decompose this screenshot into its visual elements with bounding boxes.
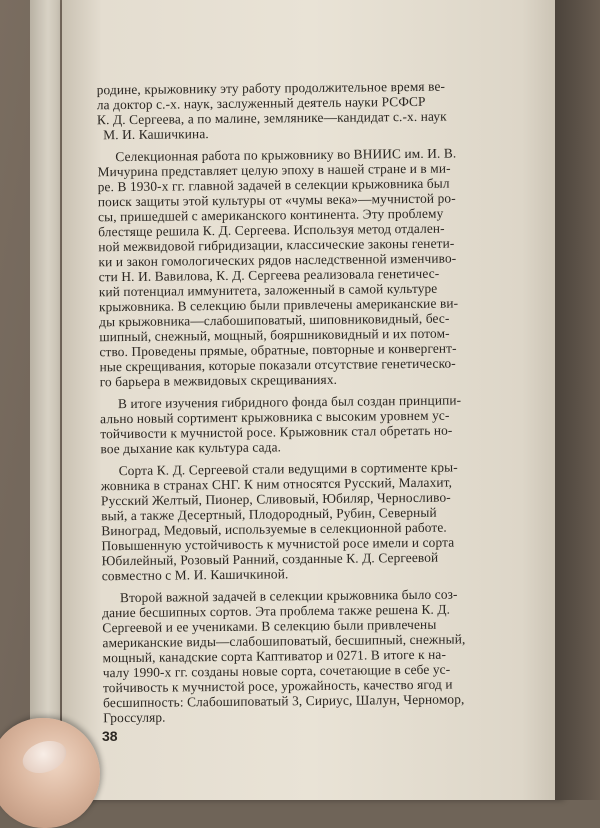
- paragraph-4: [101, 459, 534, 584]
- text-line: Сергеевой и ее учениками. В селекцию были привлечены: [102, 616, 437, 636]
- text-line: Русский Желтый, Пионер, Сливовый, Юбиляр, Черносливо-: [100, 489, 451, 509]
- text-line: блестяще решила К. Д. Сергеева. Используя метод отдален-: [98, 220, 445, 240]
- text-line: ды крыжовника—слабошиповатый, шиповниковидный, бес-: [99, 310, 450, 330]
- text-line: Гроссуляр.: [103, 709, 166, 726]
- paragraph-1: [97, 78, 530, 143]
- text-line: Повышенную устойчивость к мучнистой росе имели и сорта: [101, 534, 455, 554]
- right-page-edge: [555, 0, 600, 800]
- text-line: ально новый сортимент крыжовника с высоким уровнем ус-: [100, 407, 450, 427]
- text-line: родине, крыжовнику эту работу продолжительное время ве-: [96, 78, 446, 98]
- text-line: тойчивости к мучнистой росе. Крыжовник стал обретать но-: [100, 422, 453, 442]
- text-line: сти Н. И. Вавилова, К. Д. Сергеева реализовала генетичес-: [98, 265, 440, 285]
- text-line: го барьера в межвидовых скрещиваниях.: [99, 371, 338, 390]
- text-line: американские виды—слабошиповатый, бесшипный, снежный,: [102, 631, 466, 651]
- text-line: Селекционная работа по крыжовнику во ВНИИС им. И. В.: [115, 145, 457, 165]
- text-line: тойчивость к мучнистой росе, урожайность, качество ягод и: [102, 676, 453, 696]
- text-line: В итоге изучения гибридного фонда был создан принципи-: [117, 392, 462, 412]
- paragraph-2: [97, 145, 531, 390]
- text-line: шипный, снежный, мощный, бояршниковидный и их потом-: [99, 325, 450, 345]
- text-line: ство. Проведены прямые, обратные, повторные и конвергент-: [99, 340, 457, 360]
- text-line: Виноград, Медовый, используемые в селекционной работе.: [101, 519, 447, 539]
- text-line: вое дыхание как культура сада.: [100, 439, 282, 457]
- text-line: жовника в странах СНГ. К ним относятся Русский, Малахит,: [100, 474, 453, 494]
- text-line: кий потенциал иммунитета, заложенный в самой культуре: [98, 280, 438, 300]
- text-line: мощный, канадские сорта Каптиватор и 0271. В итоге к на-: [102, 646, 447, 666]
- text-line: ной межвидовой гибридизации, классические законы генети-: [98, 235, 455, 255]
- text-line: М. И. Кашичкина.: [103, 126, 209, 143]
- text-line: ные скрещивания, которые показали отсутствие генетическо-: [99, 355, 456, 375]
- text-line: чалу 1990-х гг. созданы новые сорта, сочетающие в себе ус-: [102, 661, 451, 681]
- page-number: 38: [102, 728, 118, 744]
- text-line: Мичурина представляет целую эпоху в нашей стране и в ми-: [97, 160, 451, 180]
- paragraph-5: [102, 586, 535, 726]
- book-page: [62, 0, 562, 800]
- paragraph-3: [100, 392, 533, 457]
- text-line: поиск защиты этой культуры от «чумы века»—мучнистой ро-: [97, 190, 456, 210]
- text-block: [97, 78, 536, 732]
- text-line: ла доктор с.-х. наук, заслуженный деятель науки РСФСР: [96, 93, 426, 113]
- text-line: сы, пришедшей с американского континента. Эту проблему: [97, 205, 444, 225]
- text-line: крыжовника. В селекцию были привлечены американские ви-: [98, 295, 459, 315]
- text-line: дание бесшипных сортов. Эта проблема также решена К. Д.: [102, 601, 451, 621]
- text-line: ре. В 1930-х гг. главной задачей в селекции крыжовника был: [97, 175, 450, 195]
- text-line: ки и закон гомологических рядов наследственной изменчиво-: [98, 250, 457, 270]
- binder-strip: [30, 0, 60, 800]
- text-line: совместно с М. И. Кашичкиной.: [101, 566, 289, 584]
- text-line: Второй важной задачей в селекции крыжовника было соз-: [119, 586, 458, 606]
- text-line: Юбилейный, Розовый Ранний, созданные К. Д. Сергеевой: [101, 549, 439, 569]
- text-line: Сорта К. Д. Сергеевой стали ведущими в сортименте кры-: [118, 459, 458, 479]
- text-line: К. Д. Сергеева, а по малине, землянике—кандидат с.-х. наук: [96, 108, 447, 128]
- text-line: бесшипность: Слабошиповатый 3, Сириус, Шалун, Черномор,: [103, 691, 465, 711]
- text-line: вый, а также Десертный, Плодородный, Рубин, Северный: [101, 504, 437, 524]
